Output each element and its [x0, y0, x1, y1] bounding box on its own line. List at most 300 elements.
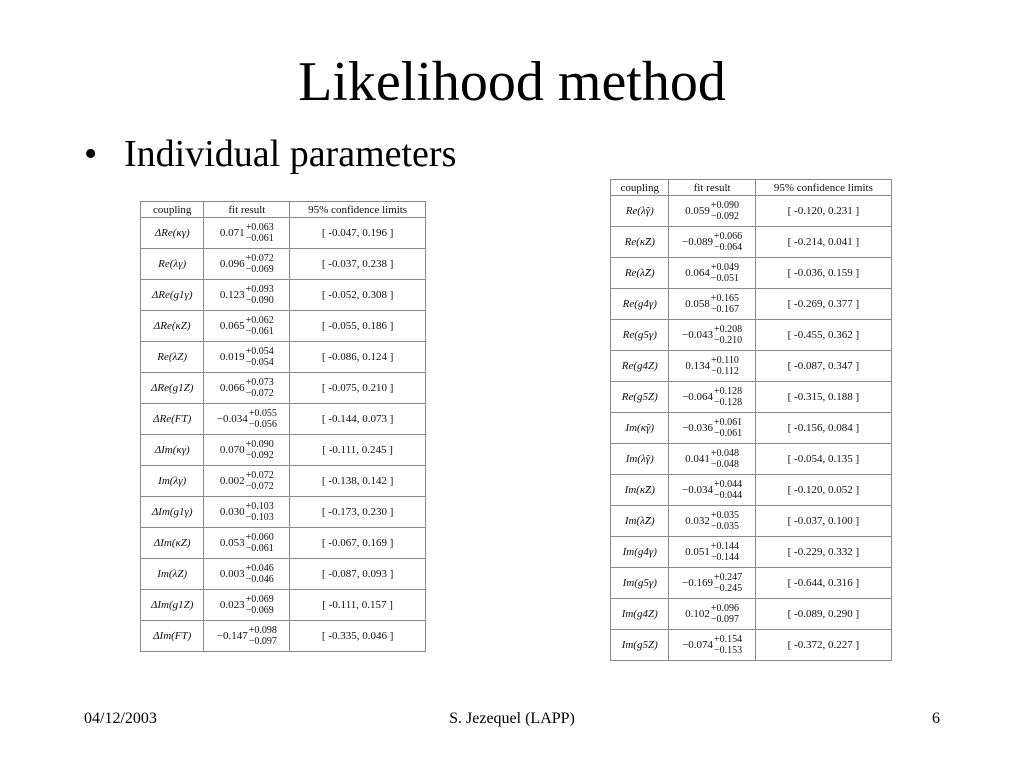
fit-value: 0.123 [219, 289, 245, 301]
confidence-limits-cell: [ -0.269, 0.377 ] [755, 289, 891, 320]
fit-value: 0.023 [219, 599, 245, 611]
fit-result [682, 634, 742, 656]
fit-result [220, 594, 274, 616]
coupling-cell [141, 218, 204, 249]
coupling-name: ΔIm(κγ) [154, 444, 190, 456]
fit-value: 0.065 [219, 320, 245, 332]
coupling-cell [141, 373, 204, 404]
fit-value: 0.059 [685, 205, 710, 217]
fit-error-plus: +0.072 [245, 253, 274, 264]
table-row [611, 413, 892, 444]
coupling-name: Re(g4Z) [621, 360, 658, 372]
confidence-limits-cell: [ -0.120, 0.052 ] [755, 475, 891, 506]
table-row [141, 404, 426, 435]
fit-result [682, 572, 742, 594]
table-row [611, 227, 892, 258]
coupling-cell [611, 506, 669, 537]
fit-error-minus: −0.128 [714, 397, 743, 408]
confidence-limits-cell: [ -0.144, 0.073 ] [290, 404, 426, 435]
fit-error-minus: −0.051 [710, 273, 740, 284]
fit-error-minus: −0.245 [714, 583, 743, 594]
fit-error-plus: +0.096 [710, 603, 740, 614]
header-coupling: coupling [141, 202, 204, 218]
table-row [611, 475, 892, 506]
table-header-row [611, 180, 892, 196]
fit-error-plus: +0.098 [248, 625, 277, 636]
confidence-limits-cell: [ -0.173, 0.230 ] [290, 497, 426, 528]
confidence-limits-cell: [ -0.111, 0.157 ] [290, 590, 426, 621]
table-row [611, 320, 892, 351]
coupling-cell [141, 280, 204, 311]
confidence-limits-cell: [ -0.037, 0.100 ] [755, 506, 891, 537]
fit-result [217, 408, 277, 430]
fit-error-minus: −0.069 [245, 605, 274, 616]
bullet-item [84, 131, 456, 177]
fit-error-plus: +0.110 [711, 355, 739, 366]
coupling-name: Re(λγ) [158, 258, 187, 270]
table-row [141, 528, 426, 559]
fit-value: −0.034 [682, 484, 714, 496]
fit-error-plus: +0.054 [245, 346, 274, 357]
fit-result-cell [204, 466, 290, 497]
fit-result-cell [204, 218, 290, 249]
coupling-name: Im(g4Z) [621, 608, 658, 620]
fit-result-cell [204, 559, 290, 590]
fit-value: −0.147 [216, 630, 248, 642]
coupling-cell [141, 435, 204, 466]
fit-result-cell [204, 249, 290, 280]
confidence-limits-cell: [ -0.055, 0.186 ] [290, 311, 426, 342]
fit-result-cell [204, 404, 290, 435]
fit-error-plus: +0.060 [245, 532, 274, 543]
fit-result-cell [669, 289, 755, 320]
confidence-limits-cell: [ -0.229, 0.332 ] [755, 537, 891, 568]
fit-result-cell [669, 413, 755, 444]
fit-errors [711, 541, 739, 563]
fit-error-minus: −0.035 [710, 521, 740, 532]
fit-error-minus: −0.048 [710, 459, 740, 470]
table-row [611, 351, 892, 382]
fit-error-minus: −0.069 [245, 264, 274, 275]
confidence-limits-cell: [ -0.087, 0.347 ] [755, 351, 891, 382]
fit-errors [246, 284, 274, 306]
confidence-limits-cell: [ -0.315, 0.188 ] [755, 382, 891, 413]
table-row [611, 599, 892, 630]
fit-result [685, 262, 739, 284]
confidence-limits-cell: [ -0.111, 0.245 ] [290, 435, 426, 466]
fit-error-plus: +0.208 [714, 324, 743, 335]
coupling-cell [611, 475, 669, 506]
coupling-cell [611, 568, 669, 599]
fit-result [685, 603, 739, 625]
confidence-limits-cell: [ -0.455, 0.362 ] [755, 320, 891, 351]
fit-error-minus: −0.061 [245, 326, 274, 337]
table-row [141, 590, 426, 621]
fit-errors [714, 324, 742, 346]
fit-result [685, 293, 739, 315]
fit-result-cell [669, 475, 755, 506]
table-row [611, 258, 892, 289]
fit-error-minus: −0.097 [710, 614, 740, 625]
confidence-limits-cell: [ -0.644, 0.316 ] [755, 568, 891, 599]
confidence-limits-cell: [ -0.335, 0.046 ] [290, 621, 426, 652]
coupling-name: Re(g4γ) [622, 298, 657, 310]
coupling-name: Im(g5γ) [622, 577, 657, 589]
coupling-name: Re(λ̃Z) [624, 267, 655, 279]
table-row [141, 280, 426, 311]
fit-result-cell [669, 506, 755, 537]
fit-result [220, 284, 274, 306]
fit-error-minus: −0.153 [714, 645, 743, 656]
confidence-limits-cell: [ -0.054, 0.135 ] [755, 444, 891, 475]
fit-error-plus: +0.063 [245, 222, 274, 233]
fit-error-plus: +0.128 [714, 386, 743, 397]
fit-error-plus: +0.247 [714, 572, 743, 583]
coupling-cell [141, 466, 204, 497]
fit-errors [714, 231, 742, 253]
coupling-table-right [610, 179, 892, 661]
coupling-name: Re(λ̃γ) [625, 205, 654, 217]
fit-error-minus: −0.092 [710, 211, 740, 222]
fit-error-plus: +0.049 [710, 262, 740, 273]
confidence-limits-cell: [ -0.156, 0.084 ] [755, 413, 891, 444]
coupling-cell [611, 196, 669, 227]
fit-result-cell [204, 528, 290, 559]
coupling-name: Re(κ̃Z) [624, 236, 655, 248]
fit-error-plus: +0.044 [714, 479, 743, 490]
coupling-name: Re(g5Z) [621, 391, 658, 403]
fit-error-plus: +0.090 [710, 200, 740, 211]
coupling-name: ΔIm(κZ) [153, 537, 191, 549]
fit-result-cell [204, 373, 290, 404]
fit-result-cell [669, 382, 755, 413]
coupling-cell [141, 342, 204, 373]
fit-value: 0.102 [685, 608, 710, 620]
fit-result-cell [204, 590, 290, 621]
fit-result-cell [669, 568, 755, 599]
fit-value: −0.169 [682, 577, 714, 589]
coupling-cell [611, 382, 669, 413]
fit-result [217, 625, 277, 647]
coupling-name: Im(κ̃Z) [624, 484, 655, 496]
fit-errors [246, 470, 274, 492]
table-row [611, 444, 892, 475]
coupling-table-left [140, 201, 426, 652]
fit-result [220, 563, 274, 585]
fit-error-plus: +0.072 [245, 470, 274, 481]
fit-value: 0.064 [685, 267, 710, 279]
fit-value: 0.058 [685, 298, 710, 310]
fit-errors [246, 346, 274, 368]
coupling-name: ΔRe(κγ) [154, 227, 190, 239]
coupling-name: Re(λZ) [157, 351, 188, 363]
fit-errors [246, 253, 274, 275]
fit-errors [246, 532, 274, 554]
fit-error-plus: +0.048 [710, 448, 740, 459]
fit-result [682, 231, 742, 253]
coupling-name: ΔIm(FT) [153, 630, 192, 642]
fit-result [682, 479, 742, 501]
fit-errors [714, 572, 742, 594]
fit-result [220, 377, 274, 399]
coupling-cell [141, 311, 204, 342]
table-body-left [141, 218, 426, 652]
fit-result-cell [204, 342, 290, 373]
fit-error-plus: +0.093 [245, 284, 274, 295]
table-row [611, 196, 892, 227]
coupling-name: ΔRe(g1Z) [150, 382, 194, 394]
fit-result-cell [669, 227, 755, 258]
confidence-limits-cell: [ -0.052, 0.308 ] [290, 280, 426, 311]
fit-value: 0.070 [219, 444, 245, 456]
fit-error-plus: +0.069 [245, 594, 274, 605]
fit-value: −0.064 [682, 391, 714, 403]
fit-error-plus: +0.035 [710, 510, 740, 521]
fit-errors [714, 634, 742, 656]
fit-result [220, 315, 274, 337]
confidence-limits-cell: [ -0.036, 0.159 ] [755, 258, 891, 289]
table-row [611, 630, 892, 661]
coupling-cell [611, 258, 669, 289]
coupling-cell [141, 590, 204, 621]
fit-result [682, 417, 742, 439]
confidence-limits-cell: [ -0.138, 0.142 ] [290, 466, 426, 497]
coupling-cell [611, 289, 669, 320]
fit-errors [246, 501, 274, 523]
fit-errors [714, 386, 742, 408]
coupling-name: ΔRe(FT) [153, 413, 192, 425]
slide-title: Likelihood method [298, 51, 726, 113]
coupling-cell [611, 599, 669, 630]
coupling-name: Im(λ̃γ) [625, 453, 654, 465]
fit-value: −0.034 [216, 413, 248, 425]
fit-errors [711, 448, 739, 470]
coupling-cell [611, 537, 669, 568]
table-body-right [611, 196, 892, 661]
header-fit-result: fit result [669, 180, 755, 196]
table-row [141, 342, 426, 373]
coupling-cell [611, 444, 669, 475]
fit-errors [714, 479, 742, 501]
table-row [611, 537, 892, 568]
fit-result [220, 253, 274, 275]
fit-error-plus: +0.061 [714, 417, 743, 428]
confidence-limits-cell: [ -0.087, 0.093 ] [290, 559, 426, 590]
fit-error-plus: +0.165 [710, 293, 740, 304]
table-row [141, 218, 426, 249]
fit-result [220, 439, 274, 461]
fit-result-cell [669, 320, 755, 351]
coupling-cell [141, 249, 204, 280]
fit-errors [711, 603, 739, 625]
fit-result [685, 448, 739, 470]
fit-result [685, 200, 739, 222]
fit-result [220, 532, 274, 554]
table-row [611, 506, 892, 537]
table-row [141, 435, 426, 466]
confidence-limits-cell: [ -0.075, 0.210 ] [290, 373, 426, 404]
coupling-cell [611, 413, 669, 444]
fit-error-minus: −0.054 [245, 357, 274, 368]
fit-value: 0.066 [219, 382, 245, 394]
coupling-name: ΔIm(g1Z) [150, 599, 194, 611]
fit-error-minus: −0.061 [245, 543, 274, 554]
bullet-text: Individual parameters [124, 133, 457, 175]
fit-result-cell [669, 537, 755, 568]
fit-error-plus: +0.073 [245, 377, 274, 388]
fit-error-minus: −0.092 [245, 450, 274, 461]
fit-value: −0.036 [682, 422, 714, 434]
fit-value: −0.074 [682, 639, 714, 651]
fit-value: 0.053 [219, 537, 245, 549]
footer-page-number: 6 [932, 710, 940, 727]
coupling-name: Im(κ̃γ) [625, 422, 655, 434]
coupling-name: Im(g5Z) [621, 639, 658, 651]
fit-errors [711, 510, 739, 532]
fit-errors [249, 408, 277, 430]
coupling-cell [141, 404, 204, 435]
fit-value: −0.089 [682, 236, 714, 248]
header-fit-result: fit result [204, 202, 290, 218]
fit-error-plus: +0.103 [245, 501, 274, 512]
fit-errors [711, 200, 739, 222]
confidence-limits-cell: [ -0.086, 0.124 ] [290, 342, 426, 373]
fit-result-cell [669, 351, 755, 382]
footer-author: S. Jezequel (LAPP) [449, 710, 575, 727]
coupling-cell [141, 559, 204, 590]
fit-error-plus: +0.154 [714, 634, 743, 645]
fit-result-cell [204, 497, 290, 528]
fit-result [685, 541, 739, 563]
fit-result-cell [669, 258, 755, 289]
table-header-row [141, 202, 426, 218]
coupling-name: ΔRe(κZ) [153, 320, 191, 332]
fit-error-plus: +0.062 [245, 315, 274, 326]
fit-errors [246, 439, 274, 461]
coupling-cell [611, 351, 669, 382]
coupling-cell [141, 497, 204, 528]
table-row [611, 382, 892, 413]
fit-error-plus: +0.090 [245, 439, 274, 450]
fit-errors [246, 377, 274, 399]
fit-error-minus: −0.072 [245, 388, 274, 399]
fit-result [682, 324, 742, 346]
table-row [141, 621, 426, 652]
fit-error-plus: +0.055 [248, 408, 277, 419]
fit-result-cell [669, 196, 755, 227]
coupling-cell [611, 227, 669, 258]
fit-value: 0.019 [219, 351, 245, 363]
fit-errors [714, 417, 742, 439]
fit-errors [246, 594, 274, 616]
fit-error-minus: −0.044 [714, 490, 743, 501]
table-row [611, 568, 892, 599]
table-row [141, 311, 426, 342]
coupling-name: Im(λ̃Z) [624, 515, 655, 527]
fit-result-cell [669, 599, 755, 630]
fit-value: 0.002 [219, 475, 245, 487]
fit-error-plus: +0.066 [714, 231, 743, 242]
fit-errors [246, 315, 274, 337]
fit-value: 0.032 [685, 515, 710, 527]
fit-value: 0.071 [219, 227, 245, 239]
fit-result-cell [669, 444, 755, 475]
fit-error-minus: −0.210 [714, 335, 743, 346]
table-row [141, 466, 426, 497]
fit-error-minus: −0.064 [714, 242, 743, 253]
fit-errors [246, 222, 274, 244]
table-row [611, 289, 892, 320]
fit-result [220, 501, 274, 523]
coupling-name: ΔIm(g1γ) [151, 506, 193, 518]
fit-error-minus: −0.061 [245, 233, 274, 244]
confidence-limits-cell: [ -0.067, 0.169 ] [290, 528, 426, 559]
fit-errors [246, 563, 274, 585]
coupling-cell [611, 320, 669, 351]
coupling-name: Im(g4γ) [622, 546, 657, 558]
coupling-name: Im(λγ) [158, 475, 187, 487]
coupling-cell [141, 528, 204, 559]
header-coupling: coupling [611, 180, 669, 196]
header-confidence-limits: 95% confidence limits [290, 202, 426, 218]
fit-result-cell [204, 311, 290, 342]
bullet-marker: • [84, 133, 98, 175]
table-row [141, 559, 426, 590]
confidence-limits-cell: [ -0.120, 0.231 ] [755, 196, 891, 227]
coupling-cell [141, 621, 204, 652]
table-row [141, 497, 426, 528]
fit-result-cell [204, 280, 290, 311]
fit-result-cell [204, 435, 290, 466]
fit-error-minus: −0.144 [710, 552, 740, 563]
fit-errors [711, 293, 739, 315]
fit-value: 0.051 [685, 546, 710, 558]
fit-error-minus: −0.061 [714, 428, 743, 439]
fit-value: −0.043 [682, 329, 714, 341]
header-confidence-limits: 95% confidence limits [755, 180, 891, 196]
fit-result-cell [204, 621, 290, 652]
fit-error-plus: +0.144 [710, 541, 740, 552]
confidence-limits-cell: [ -0.214, 0.041 ] [755, 227, 891, 258]
coupling-name: Im(λZ) [157, 568, 188, 580]
coupling-name: ΔRe(g1γ) [151, 289, 193, 301]
fit-result [685, 355, 739, 377]
fit-value: 0.041 [685, 453, 710, 465]
fit-result-cell [669, 630, 755, 661]
fit-error-minus: −0.167 [710, 304, 740, 315]
confidence-limits-cell: [ -0.372, 0.227 ] [755, 630, 891, 661]
fit-error-minus: −0.097 [248, 636, 277, 647]
fit-value: 0.134 [685, 360, 711, 372]
fit-result [220, 470, 274, 492]
fit-result [682, 386, 742, 408]
fit-result [220, 346, 274, 368]
fit-value: 0.003 [219, 568, 245, 580]
fit-errors [711, 355, 739, 377]
fit-value: 0.096 [219, 258, 245, 270]
coupling-cell [611, 630, 669, 661]
fit-error-minus: −0.056 [248, 419, 277, 430]
fit-error-minus: −0.112 [711, 366, 739, 377]
confidence-limits-cell: [ -0.037, 0.238 ] [290, 249, 426, 280]
fit-error-minus: −0.090 [245, 295, 274, 306]
table-row [141, 373, 426, 404]
fit-error-minus: −0.103 [245, 512, 274, 523]
coupling-name: Re(g5γ) [622, 329, 657, 341]
fit-result [685, 510, 739, 532]
footer-date: 04/12/2003 [84, 710, 157, 727]
fit-error-minus: −0.072 [245, 481, 274, 492]
